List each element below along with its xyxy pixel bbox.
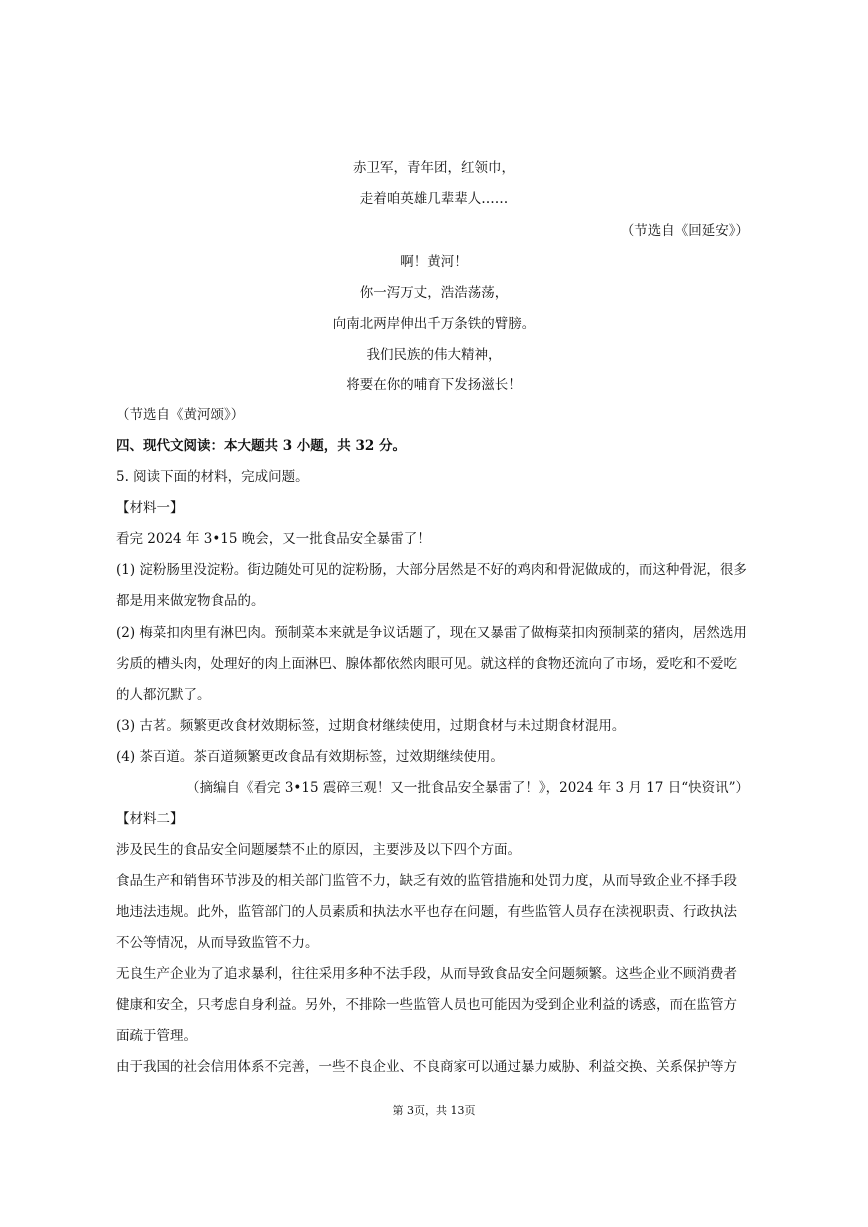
poem-source: （节选自《回延安》） — [620, 223, 749, 239]
poem-line: 我们民族的伟大精神， — [366, 347, 502, 363]
paragraph-line: 无良生产企业为了追求暴利，往往采用多种不法手段，从而导致食品安全问题频繁。这些企业不顾消费者 — [116, 966, 737, 982]
paragraph-line: 劣质的槽头肉，处理好的肉上面淋巴、腺体都依然肉眼可见。就这样的食物还流向了市场，爱吃和不爱吃 — [116, 656, 737, 672]
material-source: （摘编自《看完 3•15 震碎三观！又一批食品安全暴雷了！》，2024 年 3 月 17 日“快资讯”） — [186, 780, 749, 796]
question-prompt: 5. 阅读下面的材料，完成问题。 — [116, 469, 309, 485]
paragraph-line: 涉及民生的食品安全问题屡禁不止的原因，主要涉及以下四个方面。 — [116, 842, 521, 858]
paragraph-line: 的人都沉默了。 — [116, 687, 211, 703]
poem-line: 走着咱英雄几辈辈人…… — [359, 191, 509, 207]
poem-line: 你一泻万丈，浩浩荡荡， — [359, 285, 509, 301]
page-number: 第 3页，共 13页 — [392, 1104, 476, 1117]
paragraph-line: 由于我国的社会信用体系不完善，一些不良企业、不良商家可以通过暴力威胁、利益交换、关系保护等方 — [116, 1059, 737, 1075]
paragraph-line: (4) 茶百道。茶百道频繁更改食品有效期标签，过效期继续使用。 — [116, 749, 504, 765]
paragraph-line: 地违法违规。此外，监管部门的人员素质和执法水平也存在问题，有些监管人员存在渎视职责、行政执法 — [116, 904, 737, 920]
material-title: 【材料一】 — [116, 500, 184, 516]
poem-line: 啊！黄河！ — [400, 254, 468, 270]
paragraph-line: 面疏于管理。 — [116, 1028, 197, 1044]
section-heading: 四、现代文阅读：本大题共 3 小题，共 32 分。 — [116, 438, 406, 454]
poem-line: 赤卫军，青年团，红领巾， — [353, 160, 515, 176]
paragraph-line: (2) 梅菜扣肉里有淋巴肉。预制菜本来就是争议话题了，现在又暴雷了做梅菜扣肉预制菜的猪肉，居然选用 — [116, 625, 747, 641]
paragraph-line: 健康和安全，只考虑自身利益。另外，不排除一些监管人员也可能因为受到企业利益的诱惑，而在监管方 — [116, 997, 737, 1013]
poem-line: 将要在你的哺育下发扬滋长！ — [346, 377, 522, 393]
paragraph-line: 食品生产和销售环节涉及的相关部门监管不力，缺乏有效的监管措施和处罚力度，从而导致企业不择手段 — [116, 873, 737, 889]
paragraph-line: (3) 古茗。频繁更改食材效期标签，过期食材继续使用，过期食材与未过期食材混用。 — [116, 718, 626, 734]
paragraph-line: 都是用来做宠物食品的。 — [116, 593, 265, 609]
poem-line: 向南北两岸伸出千万条铁的臂膀。 — [332, 316, 536, 332]
poem-source: （节选自《黄河颂》） — [116, 407, 245, 423]
paragraph-line: (1) 淀粉肠里没淀粉。街边随处可见的淀粉肠，大部分居然是不好的鸡肉和骨泥做成的，而这种骨泥，很多 — [116, 562, 747, 578]
paragraph-line: 不公等情况，从而导致监管不力。 — [116, 935, 319, 951]
material-title: 【材料二】 — [116, 811, 184, 827]
material-intro: 看完 2024 年 3•15 晚会，又一批食品安全暴雷了！ — [116, 531, 431, 547]
